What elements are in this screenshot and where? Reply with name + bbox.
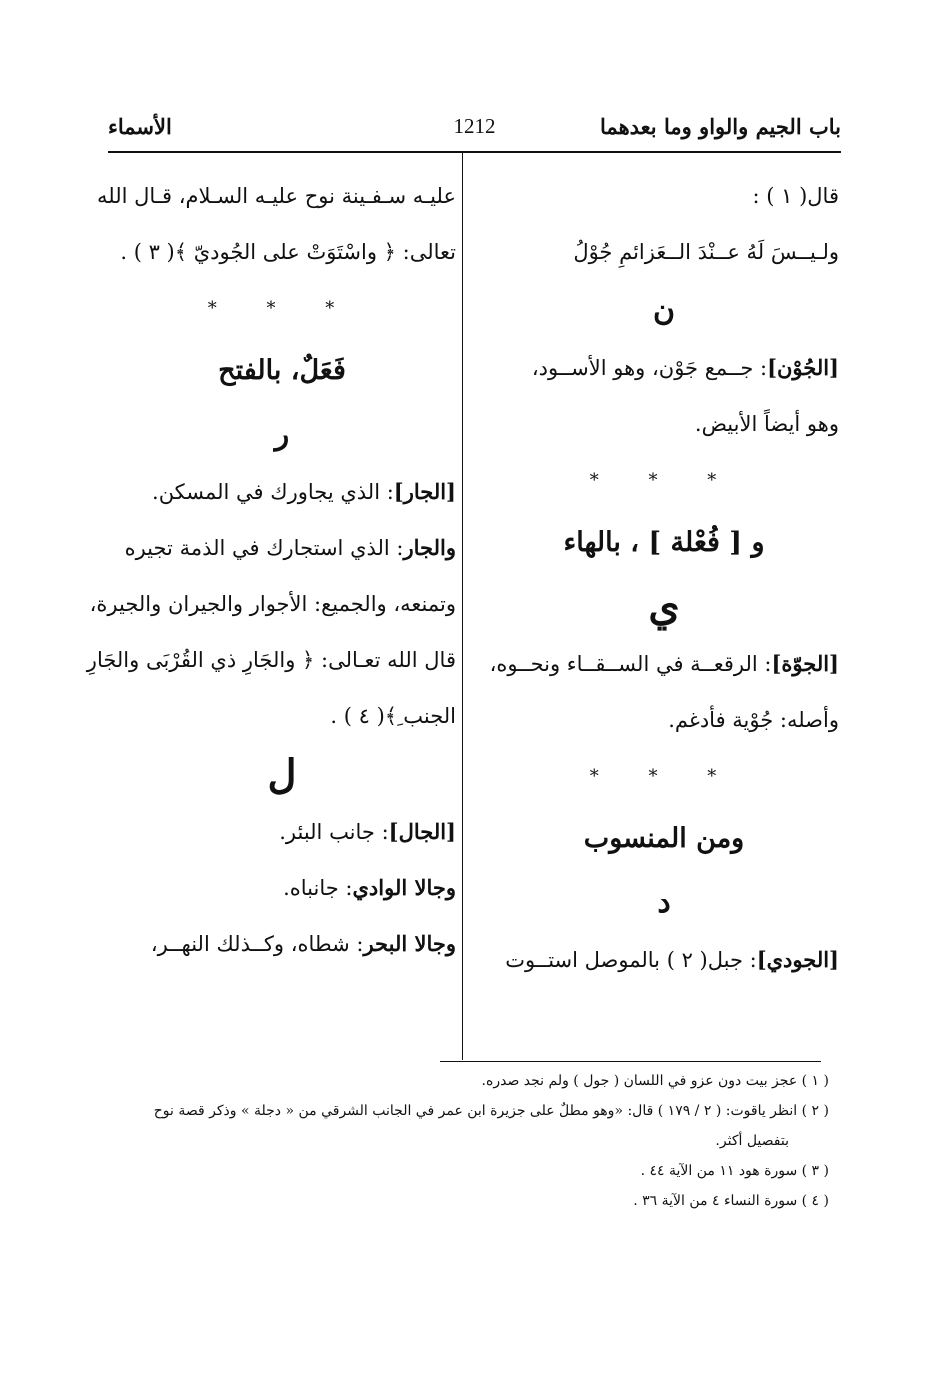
section-heading: ومن المنسوب bbox=[583, 822, 745, 854]
section-title: الأسماء bbox=[108, 114, 172, 139]
letter-heading-nun: ن bbox=[652, 292, 676, 328]
quran-quote-line: الجنب ِ﴾( ٤ ) . bbox=[330, 704, 456, 728]
entry-definition: : جانباه. bbox=[283, 876, 353, 900]
entry-term: وجالا البحر bbox=[363, 931, 456, 956]
entry-al-jawn bbox=[489, 340, 839, 396]
entry-definition: : الرقعــة في الســقــاء ونحــوه، bbox=[489, 652, 772, 676]
entry-al-jar bbox=[108, 464, 456, 520]
entry-term: والجار bbox=[403, 535, 456, 560]
entry-definition: : جــمع جَوْن، وهو الأســود، bbox=[531, 356, 768, 380]
column-divider bbox=[462, 152, 463, 1060]
entry-al-jal bbox=[108, 804, 456, 860]
entry-al-jawwa bbox=[489, 636, 839, 692]
footnote-divider bbox=[440, 1061, 821, 1062]
verse-line: ولـيــسَ لَهُ عــنْدَ الــعَزائمِ جُوْلُ bbox=[573, 240, 839, 264]
right-column bbox=[489, 168, 839, 1058]
quran-quote-line: تعالى: ﴿ واسْتَوَتْ على الجُوديّ ﴾( ٣ ) . bbox=[120, 240, 456, 264]
footnotes bbox=[108, 1072, 829, 1222]
entry-definition: : جانب البئر. bbox=[279, 820, 389, 844]
page-header bbox=[108, 108, 841, 150]
entry-jala-al-wadi bbox=[108, 860, 456, 916]
entry-definition: : شطاه، وكــذلك النهــر، bbox=[150, 932, 364, 956]
footnote-1: ( ١ ) عجز بيت دون عزو في اللسان ( جول ) ولم نجد صدره. bbox=[481, 1073, 829, 1089]
entry-wal-jar bbox=[108, 520, 456, 576]
left-column bbox=[86, 168, 456, 1058]
entry-jala-al-bahr bbox=[108, 916, 456, 972]
text-line: قال( ١ ) : bbox=[752, 184, 839, 208]
text-line: وأصله: جُوْية فأدغم. bbox=[668, 708, 839, 732]
text-line: وهو أيضاً الأبيض. bbox=[694, 412, 839, 436]
footnote-2-continued: بتفصيل أكثر. bbox=[715, 1133, 789, 1149]
entry-term: [الجودي] bbox=[756, 947, 839, 972]
section-separator: * * * bbox=[207, 297, 357, 319]
entry-term: وجالا الوادي bbox=[352, 875, 456, 900]
text-line: عليـه سـفـينة نوح عليـه السـلام، قـال الله bbox=[97, 184, 456, 208]
text-line: وتمنعه، والجميع: الأجوار والجيران والجيرة، bbox=[89, 592, 456, 616]
footnote-3: ( ٣ ) سورة هود ١١ من الآية ٤٤ . bbox=[640, 1163, 829, 1179]
entry-term: [الجال] bbox=[388, 819, 456, 844]
letter-heading-lam: ل bbox=[267, 750, 297, 798]
page-number: 1212 bbox=[453, 114, 496, 138]
entry-term: [الجُوْن] bbox=[767, 355, 839, 380]
letter-heading-ra: ر bbox=[274, 416, 290, 452]
entry-al-judi bbox=[489, 932, 839, 988]
entry-definition: : جبل( ٢ ) بالموصل استــوت bbox=[505, 948, 757, 972]
section-separator: * * * bbox=[589, 765, 739, 787]
section-separator: * * * bbox=[589, 469, 739, 491]
header-divider bbox=[108, 151, 841, 153]
letter-heading-dal: د bbox=[657, 884, 671, 920]
entry-definition: : الذي يجاورك في المسكن. bbox=[152, 480, 394, 504]
footnote-2: ( ٢ ) انظر ياقوت: ( ٢ / ١٧٩ ) قال: «وهو مطلٌ على جزيرة ابن عمر في الجانب الشرقي من « دجلة » وذكر قصة نوح bbox=[153, 1103, 829, 1119]
entry-definition: : الذي استجارك في الذمة تجيره bbox=[124, 536, 404, 560]
section-heading: و [ فُعْلة ] ، بالهاء bbox=[563, 526, 765, 558]
chapter-title: باب الجيم والواو وما بعدهما bbox=[600, 114, 841, 139]
letter-heading-ya: ي bbox=[648, 582, 680, 630]
quran-quote-line: قال الله تعـالى: ﴿ والجَارِ ذي القُرْبَى والجَارِ bbox=[86, 648, 456, 672]
entry-term: [الجار] bbox=[393, 479, 456, 504]
entry-term: [الجوّة] bbox=[771, 651, 839, 676]
section-heading: فَعَلٌ، بالفتح bbox=[218, 354, 346, 386]
footnote-4: ( ٤ ) سورة النساء ٤ من الآية ٣٦ . bbox=[633, 1193, 829, 1209]
